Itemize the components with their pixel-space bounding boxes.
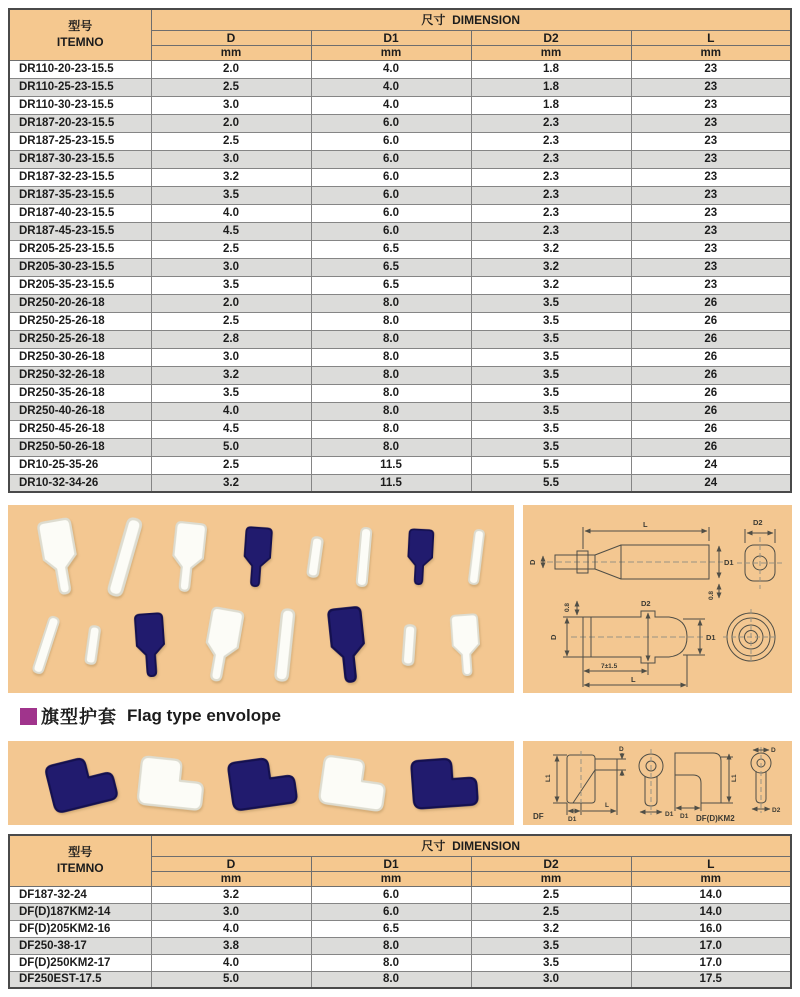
col-header-d: D <box>151 30 311 45</box>
dimension-value-cell: 6.0 <box>311 903 471 920</box>
itemno-cell: DR110-20-23-15.5 <box>9 60 151 78</box>
dimension-value-cell: 26 <box>631 438 791 456</box>
dimension-value-cell: 3.2 <box>471 276 631 294</box>
dim-label-d-flag: D <box>619 746 624 753</box>
table-row <box>9 222 791 240</box>
itemno-cell: DR10-32-34-26 <box>9 474 151 492</box>
dim-label-l1: L1 <box>545 774 552 782</box>
dimension-value-cell: 3.5 <box>471 954 631 971</box>
dimension-value-cell: 3.2 <box>471 920 631 937</box>
clear-tube-sleeve-photo <box>271 606 298 684</box>
dim-label-d1-front: D1 <box>665 811 674 818</box>
dimension-header-en: DIMENSION <box>452 13 521 28</box>
dimension-value-cell: 3.5 <box>151 384 311 402</box>
dimension-value-cell: 8.0 <box>311 937 471 954</box>
itemno-header-en: ITEMNO <box>56 860 104 875</box>
technical-drawing-panel <box>523 505 792 693</box>
itemno-cell: DR250-25-26-18 <box>9 312 151 330</box>
itemno-cell: DR110-25-23-15.5 <box>9 78 151 96</box>
dimension-value-cell: 2.8 <box>151 330 311 348</box>
dimension-value-cell: 3.5 <box>471 420 631 438</box>
table-row <box>9 474 791 492</box>
dimension-value-cell: 3.5 <box>471 937 631 954</box>
dimension-value-cell: 17.0 <box>631 937 791 954</box>
unit-header: mm <box>631 45 791 60</box>
dimension-value-cell: 3.2 <box>471 240 631 258</box>
dimension-value-cell: 2.3 <box>471 150 631 168</box>
clear-smalltube-sleeve-photo <box>399 622 418 667</box>
dimension-value-cell: 1.8 <box>471 96 631 114</box>
dimension-value-cell: 2.5 <box>471 903 631 920</box>
dimension-value-cell: 23 <box>631 240 791 258</box>
dim-label-d1-km2: D1 <box>680 813 689 820</box>
dimension-header <box>151 9 791 30</box>
table-row <box>9 954 791 971</box>
dimension-value-cell: 3.2 <box>151 366 311 384</box>
dimension-value-cell: 26 <box>631 420 791 438</box>
dimension-value-cell: 6.5 <box>311 276 471 294</box>
dimension-value-cell: 8.0 <box>311 420 471 438</box>
blue-flat-sleeve-photo <box>322 603 373 685</box>
dimension-value-cell: 1.8 <box>471 60 631 78</box>
dimension-value-cell: 1.8 <box>471 78 631 96</box>
table-row <box>9 438 791 456</box>
itemno-cell: DF187-32-24 <box>9 886 151 903</box>
section-header <box>20 703 792 729</box>
dim-label-d2-bullet: D2 <box>641 599 651 608</box>
dimension-value-cell: 26 <box>631 384 791 402</box>
unit-header: mm <box>471 871 631 886</box>
dimension-value-cell: 6.0 <box>311 204 471 222</box>
itemno-cell: DR250-20-26-18 <box>9 294 151 312</box>
dimension-value-cell: 23 <box>631 168 791 186</box>
itemno-cell: DR187-30-23-15.5 <box>9 150 151 168</box>
dimension-value-cell: 4.5 <box>151 222 311 240</box>
dimension-value-cell: 2.0 <box>151 294 311 312</box>
itemno-cell: DR205-35-23-15.5 <box>9 276 151 294</box>
dim-label-d: D <box>528 559 537 565</box>
dimension-value-cell: 8.0 <box>311 954 471 971</box>
dimension-value-cell: 4.0 <box>311 78 471 96</box>
dimension-value-cell: 24 <box>631 456 791 474</box>
dim-label-d1-flag: D1 <box>568 816 577 823</box>
itemno-cell: DR250-32-26-18 <box>9 366 151 384</box>
dimension-value-cell: 6.5 <box>311 240 471 258</box>
dimension-value-cell: 2.5 <box>151 312 311 330</box>
dim-label-d1: D1 <box>724 558 734 567</box>
dimension-value-cell: 5.5 <box>471 474 631 492</box>
dimension-value-cell: 3.2 <box>471 258 631 276</box>
dimension-value-cell: 3.0 <box>151 348 311 366</box>
dimension-value-cell: 3.0 <box>151 150 311 168</box>
photo-row-2 <box>22 606 500 684</box>
table-row <box>9 114 791 132</box>
dimension-value-cell: 17.5 <box>631 971 791 988</box>
dim-label-l: L <box>643 520 648 529</box>
unit-header: mm <box>471 45 631 60</box>
dimension-value-cell: 2.5 <box>151 78 311 96</box>
dimension-value-cell: 3.0 <box>151 258 311 276</box>
dimension-value-cell: 3.5 <box>471 402 631 420</box>
table-row <box>9 96 791 114</box>
dimension-value-cell: 23 <box>631 276 791 294</box>
itemno-cell: DR205-25-23-15.5 <box>9 240 151 258</box>
table-row <box>9 456 791 474</box>
dimension-value-cell: 5.0 <box>151 971 311 988</box>
table-row <box>9 920 791 937</box>
itemno-cell: DR187-20-23-15.5 <box>9 114 151 132</box>
dimension-value-cell: 8.0 <box>311 384 471 402</box>
dimension-value-cell: 4.5 <box>151 420 311 438</box>
dimension-value-cell: 8.0 <box>311 971 471 988</box>
section-bullet-icon <box>20 708 37 725</box>
dimension-value-cell: 2.5 <box>471 886 631 903</box>
dim-label-l1-km2: L1 <box>731 774 738 782</box>
unit-header: mm <box>151 871 311 886</box>
dimension-value-cell: 4.0 <box>311 96 471 114</box>
dimension-value-cell: 5.0 <box>151 438 311 456</box>
dimension-value-cell: 2.5 <box>151 240 311 258</box>
dimension-value-cell: 3.5 <box>471 366 631 384</box>
dimension-value-cell: 8.0 <box>311 438 471 456</box>
table-row <box>9 420 791 438</box>
straight-cover-panels <box>8 505 792 693</box>
dimension-value-cell: 14.0 <box>631 903 791 920</box>
dimension-value-cell: 2.0 <box>151 60 311 78</box>
dimension-value-cell: 23 <box>631 204 791 222</box>
itemno-cell: DR250-40-26-18 <box>9 402 151 420</box>
clear-tube-sleeve-photo <box>103 513 147 600</box>
dimension-value-cell: 8.0 <box>311 402 471 420</box>
clear-tube-sleeve-photo <box>465 527 487 586</box>
col-header-d2: D2 <box>471 30 631 45</box>
table-row <box>9 168 791 186</box>
dimension-value-cell: 26 <box>631 348 791 366</box>
flag-photo-grid <box>8 741 514 825</box>
dimension-value-cell: 14.0 <box>631 886 791 903</box>
col-header-d1: D1 <box>311 30 471 45</box>
col-header-l: L <box>631 30 791 45</box>
receptacle-cover-drawing <box>523 505 792 693</box>
blue-flag-cover-photo <box>402 753 483 812</box>
dimension-header <box>151 835 791 856</box>
clear-flat-sleeve-photo <box>164 519 212 595</box>
dimension-value-cell: 26 <box>631 294 791 312</box>
dimension-value-cell: 4.0 <box>151 204 311 222</box>
dimension-value-cell: 4.0 <box>151 954 311 971</box>
dimension-value-cell: 3.5 <box>471 384 631 402</box>
dimension-value-cell: 6.0 <box>311 222 471 240</box>
itemno-cell: DF(D)250KM2-17 <box>9 954 151 971</box>
dimension-header-en: DIMENSION <box>452 839 521 854</box>
itemno-cell: DR187-35-23-15.5 <box>9 186 151 204</box>
table-row <box>9 186 791 204</box>
clear-flat-sleeve-photo <box>32 514 88 598</box>
table-row <box>9 886 791 903</box>
table-row <box>9 384 791 402</box>
dimension-value-cell: 26 <box>631 402 791 420</box>
table-row <box>9 348 791 366</box>
table-row <box>9 402 791 420</box>
dim-label-l-flag: L <box>605 802 609 809</box>
table-row <box>9 366 791 384</box>
dimension-value-cell: 2.3 <box>471 114 631 132</box>
col-header-d2: D2 <box>471 856 631 871</box>
table-row <box>9 204 791 222</box>
itemno-cell: DR250-35-26-18 <box>9 384 151 402</box>
clear-tube-sleeve-photo <box>353 525 374 588</box>
dimension-value-cell: 3.5 <box>471 438 631 456</box>
dimension-value-cell: 4.0 <box>311 60 471 78</box>
table-row <box>9 312 791 330</box>
dimension-value-cell: 23 <box>631 150 791 168</box>
flag-photo-panel <box>8 741 514 825</box>
dimension-value-cell: 8.0 <box>311 312 471 330</box>
clear-smalltube-sleeve-photo <box>304 534 326 580</box>
table-row <box>9 60 791 78</box>
dim-label-d2: D2 <box>753 518 763 527</box>
dimension-value-cell: 6.5 <box>311 920 471 937</box>
itemno-cell: DF250EST-17.5 <box>9 971 151 988</box>
flag-drawing-panel <box>523 741 792 825</box>
blue-flat-sleeve-photo <box>238 524 277 588</box>
clear-tube-sleeve-photo <box>29 613 63 677</box>
clear-flat-sleeve-photo <box>194 603 249 685</box>
dimension-value-cell: 3.5 <box>471 294 631 312</box>
dimension-value-cell: 4.0 <box>151 402 311 420</box>
dimension-value-cell: 6.0 <box>311 114 471 132</box>
dimension-value-cell: 8.0 <box>311 294 471 312</box>
unit-header: mm <box>631 871 791 886</box>
itemno-header-zh: 型号 <box>68 19 93 34</box>
table-row <box>9 240 791 258</box>
itemno-header <box>9 9 151 60</box>
dim-label-d2-front: D2 <box>772 807 781 814</box>
dimension-value-cell: 23 <box>631 114 791 132</box>
dim-label-wall2: 0.8 <box>564 602 571 612</box>
dimension-value-cell: 3.5 <box>151 276 311 294</box>
clear-flat-sleeve-photo <box>446 611 486 677</box>
caption-df: DF <box>533 812 544 821</box>
clear-flag-cover-photo <box>310 751 395 815</box>
dimension-value-cell: 3.2 <box>151 168 311 186</box>
dimension-value-cell: 23 <box>631 132 791 150</box>
dimension-value-cell: 16.0 <box>631 920 791 937</box>
itemno-cell: DF(D)187KM2-14 <box>9 903 151 920</box>
dimension-value-cell: 3.5 <box>471 348 631 366</box>
flag-cover-drawing <box>523 741 792 825</box>
dimension-header-zh: 尺寸 <box>421 839 446 854</box>
table-row <box>9 903 791 920</box>
section-title-en: Flag type envolope <box>127 706 281 725</box>
dimension-value-cell: 11.5 <box>311 456 471 474</box>
dimension-value-cell: 26 <box>631 312 791 330</box>
dimension-value-cell: 23 <box>631 96 791 114</box>
itemno-cell: DR250-50-26-18 <box>9 438 151 456</box>
dimension-value-cell: 6.0 <box>311 886 471 903</box>
dr-cover-spec-table <box>8 8 792 493</box>
dimension-value-cell: 2.5 <box>151 456 311 474</box>
section-title-zh: 旗型护套 <box>41 707 117 727</box>
sleeve-photo-grid <box>8 505 514 693</box>
itemno-header-zh: 型号 <box>68 845 93 860</box>
dimension-value-cell: 2.3 <box>471 132 631 150</box>
dimension-value-cell: 2.3 <box>471 186 631 204</box>
col-header-d: D <box>151 856 311 871</box>
col-header-l: L <box>631 856 791 871</box>
table-row <box>9 132 791 150</box>
dimension-value-cell: 2.0 <box>151 114 311 132</box>
dimension-value-cell: 23 <box>631 222 791 240</box>
dim-label-d-bullet: D <box>549 634 558 640</box>
dimension-value-cell: 6.0 <box>311 150 471 168</box>
blue-flag-cover-photo <box>35 747 124 818</box>
dim-label-d1-bullet: D1 <box>706 633 716 642</box>
table-row <box>9 276 791 294</box>
itemno-cell: DR187-25-23-15.5 <box>9 132 151 150</box>
itemno-cell: DR250-45-26-18 <box>9 420 151 438</box>
dimension-value-cell: 6.0 <box>311 132 471 150</box>
dimension-value-cell: 2.3 <box>471 222 631 240</box>
dimension-value-cell: 3.5 <box>471 330 631 348</box>
dimension-value-cell: 8.0 <box>311 330 471 348</box>
dim-label-l-bullet: L <box>631 675 636 684</box>
itemno-cell: DR250-25-26-18 <box>9 330 151 348</box>
dimension-value-cell: 3.0 <box>151 96 311 114</box>
unit-header: mm <box>311 45 471 60</box>
dimension-value-cell: 17.0 <box>631 954 791 971</box>
table-row <box>9 78 791 96</box>
dimension-value-cell: 3.5 <box>151 186 311 204</box>
blue-flat-sleeve-photo <box>130 610 171 678</box>
caption-dfkm2: DF(D)KM2 <box>696 814 735 823</box>
dimension-value-cell: 26 <box>631 330 791 348</box>
dimension-value-cell: 6.5 <box>311 258 471 276</box>
dimension-value-cell: 3.0 <box>151 903 311 920</box>
itemno-cell: DR250-30-26-18 <box>9 348 151 366</box>
unit-header: mm <box>311 871 471 886</box>
dimension-value-cell: 3.8 <box>151 937 311 954</box>
itemno-cell: DR187-32-23-15.5 <box>9 168 151 186</box>
table-row <box>9 294 791 312</box>
dimension-value-cell: 3.2 <box>151 886 311 903</box>
itemno-cell: DR187-40-23-15.5 <box>9 204 151 222</box>
dimension-value-cell: 3.5 <box>471 312 631 330</box>
table-row <box>9 971 791 988</box>
table-row <box>9 937 791 954</box>
itemno-cell: DF(D)205KM2-16 <box>9 920 151 937</box>
blue-flat-sleeve-photo <box>403 527 438 587</box>
table-row <box>9 330 791 348</box>
dimension-value-cell: 8.0 <box>311 348 471 366</box>
dimension-value-cell: 4.0 <box>151 920 311 937</box>
dimension-value-cell: 3.2 <box>151 474 311 492</box>
dim-label-pitch: 7±1.5 <box>601 663 618 670</box>
dim-label-d-front: D <box>771 747 776 754</box>
dim-label-wall: 0.8 <box>708 590 715 600</box>
itemno-cell: DR110-30-23-15.5 <box>9 96 151 114</box>
dimension-value-cell: 23 <box>631 258 791 276</box>
itemno-cell: DR205-30-23-15.5 <box>9 258 151 276</box>
itemno-cell: DF250-38-17 <box>9 937 151 954</box>
blue-flag-cover-photo <box>219 751 304 815</box>
clear-flag-cover-photo <box>129 752 212 814</box>
dimension-value-cell: 6.0 <box>311 168 471 186</box>
dimension-value-cell: 24 <box>631 474 791 492</box>
unit-header: mm <box>151 45 311 60</box>
itemno-cell: DR10-25-35-26 <box>9 456 151 474</box>
dimension-value-cell: 8.0 <box>311 366 471 384</box>
dimension-value-cell: 5.5 <box>471 456 631 474</box>
table-row <box>9 150 791 168</box>
dimension-value-cell: 2.5 <box>151 132 311 150</box>
itemno-header-en: ITEMNO <box>56 34 104 49</box>
photo-row-1 <box>22 515 500 599</box>
dimension-value-cell: 23 <box>631 78 791 96</box>
col-header-d1: D1 <box>311 856 471 871</box>
df-cover-spec-table <box>8 834 792 989</box>
product-photo-panel <box>8 505 514 693</box>
dimension-value-cell: 6.0 <box>311 186 471 204</box>
dimension-value-cell: 23 <box>631 60 791 78</box>
flag-cover-panels <box>8 741 792 825</box>
itemno-header <box>9 835 151 886</box>
dimension-value-cell: 11.5 <box>311 474 471 492</box>
dimension-value-cell: 3.0 <box>471 971 631 988</box>
dimension-value-cell: 26 <box>631 366 791 384</box>
itemno-cell: DR187-45-23-15.5 <box>9 222 151 240</box>
table-row <box>9 258 791 276</box>
clear-smalltube-sleeve-photo <box>82 623 103 667</box>
dimension-header-zh: 尺寸 <box>421 13 446 28</box>
dimension-value-cell: 2.3 <box>471 204 631 222</box>
dimension-value-cell: 2.3 <box>471 168 631 186</box>
dimension-value-cell: 23 <box>631 186 791 204</box>
